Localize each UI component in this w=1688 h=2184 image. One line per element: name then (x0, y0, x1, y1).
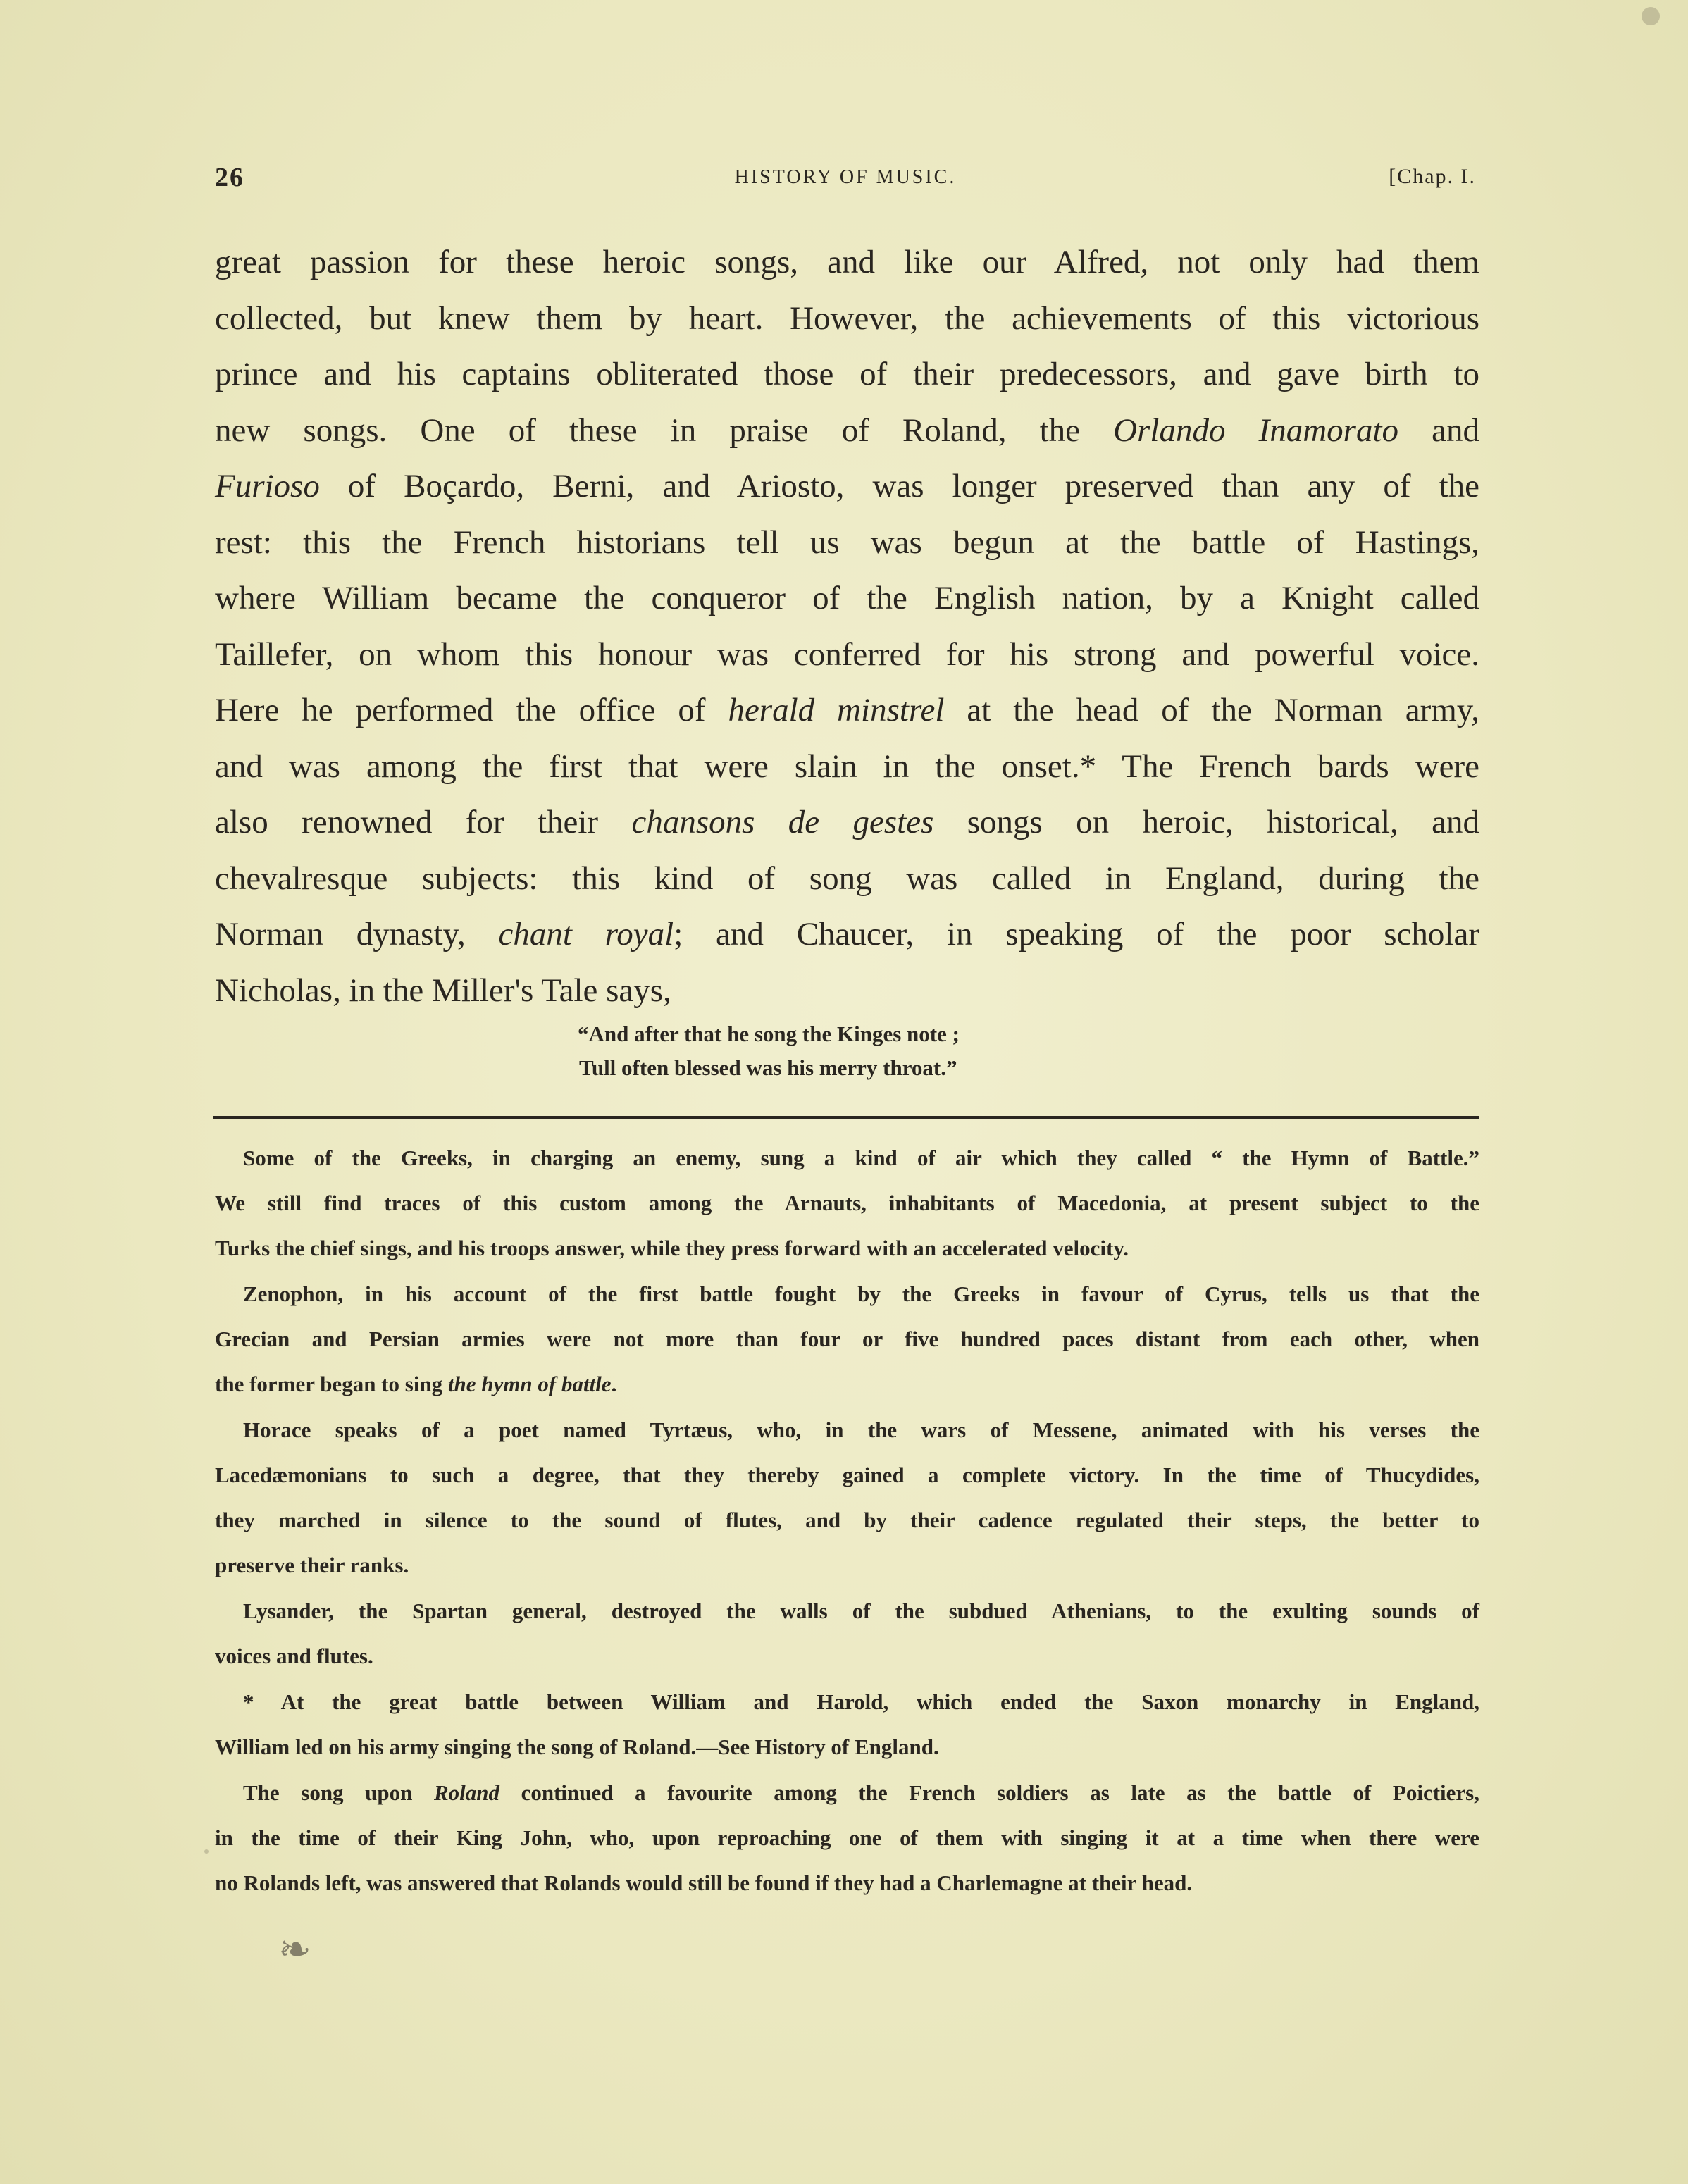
body-line: and was among the first that were slain in the onset.* The French bards were (215, 747, 1479, 785)
text-run: Norman dynasty, (215, 916, 499, 953)
italic-phrase: the hymn of battle (447, 1372, 612, 1396)
verse-quotation (578, 1017, 1141, 1085)
footnote-line: Zenophon, in his account of the first battle fought by the Greeks in favour of Cyrus, tells us that the (243, 1282, 1479, 1306)
footnote-line: Horace speaks of a poet named Tyrtæus, who, in the wars of Messene, animated with his verses the (243, 1417, 1479, 1442)
chapter-marker: [Chap. I. (1389, 165, 1476, 188)
running-title: HISTORY OF MUSIC. (734, 166, 957, 188)
body-line: Taillefer, on whom this honour was conferred for his strong and powerful voice. (215, 635, 1479, 673)
text-run: Here he performed the office of (215, 692, 728, 728)
footnote-line: Lacedæmonians to such a degree, that they thereby gained a complete victory. In the time of Thucydides, (215, 1463, 1479, 1487)
page-number: 26 (215, 163, 244, 192)
italic-phrase: chant royal (498, 916, 674, 953)
verse-line-1: “And after that he song the Kinges note ; (578, 1022, 960, 1046)
footnote-line: * At the great battle between William and Harold, which ended the Saxon monarchy in England, (243, 1689, 1479, 1714)
footnote-line (215, 1362, 1479, 1407)
footnote-line: Grecian and Persian armies were not more than four or five hundred paces distant from each other, when (215, 1327, 1479, 1351)
running-head (215, 162, 1476, 197)
body-line (215, 459, 1479, 515)
verse-line-2: Tull often blessed was his merry throat.” (579, 1055, 957, 1080)
text-run: of Boçardo, Berni, and Ariosto, was longer preserved than any of the (319, 468, 1479, 504)
footnote-line: no Rolands left, was answered that Rolands would still be found if they had a Charlemagne at their head. (215, 1870, 1193, 1895)
footnote-line: preserve their ranks. (215, 1553, 409, 1577)
text-run: ; and Chaucer, in speaking of the poor scholar (674, 916, 1479, 953)
paper-spot (204, 1849, 209, 1854)
italic-phrase: chansons de gestes (631, 804, 934, 840)
body-line: where William became the conqueror of the English nation, by a Knight called (215, 580, 1479, 616)
body-line: rest: this the French historians tell us was begun at the battle of Hastings, (215, 523, 1479, 561)
ink-blot-mark: ❧ (278, 1928, 311, 1972)
text-run: The song upon (243, 1780, 434, 1805)
footnote (215, 1408, 1479, 1588)
body-line (215, 403, 1479, 459)
footnote-line: Lysander, the Spartan general, destroyed the walls of the subdued Athenians, to the exulting sounds of (243, 1599, 1479, 1623)
text-run: the former began to sing (215, 1372, 448, 1396)
footnote-line: they marched in silence to the sound of flutes, and by their cadence regulated their steps, the better to (215, 1508, 1479, 1532)
body-line (215, 683, 1479, 739)
footnote-line: in the time of their King John, who, upon reproaching one of them with singing it at a time when there were (215, 1825, 1479, 1850)
text-run: songs on heroic, historical, and (933, 804, 1479, 840)
body-line (215, 907, 1479, 963)
footnote-line: Some of the Greeks, in charging an enemy, sung a kind of air which they called “ the Hymn of Battle.” (243, 1146, 1479, 1170)
footnote-rule (213, 1116, 1479, 1119)
text-run: . (611, 1372, 617, 1396)
footnote (215, 1589, 1479, 1679)
footnote (215, 1680, 1479, 1770)
italic-phrase: Orlando Inamorato (1113, 411, 1399, 449)
italic-phrase: Roland (433, 1780, 499, 1805)
footnotes (215, 1136, 1479, 1906)
text-run: new songs. One of these in praise of Roland, the (215, 411, 1114, 449)
footnote-line: Turks the chief sings, and his troops answer, while they press forward with an accelerated velocity. (215, 1236, 1129, 1260)
footnote (215, 1770, 1479, 1906)
footnote (215, 1272, 1479, 1407)
body-line: prince and his captains obliterated those of their predecessors, and gave birth to (215, 356, 1479, 392)
text-run: continued a favourite among the French soldiers as late as the battle of Poictiers, (499, 1780, 1479, 1805)
footnote-line (215, 1770, 1479, 1816)
body-paragraph (215, 235, 1479, 1019)
body-text (215, 235, 1479, 1019)
paper-spot (1642, 7, 1660, 25)
footnote (215, 1136, 1479, 1271)
body-line: great passion for these heroic songs, and like our Alfred, not only had them (215, 244, 1479, 280)
body-line (215, 795, 1479, 851)
footnote-line: voices and flutes. (215, 1644, 373, 1668)
text-run: also renowned for their (215, 804, 632, 840)
footnote-line: William led on his army singing the song of Roland.—See History of England. (215, 1735, 939, 1759)
text-run: and (1398, 411, 1480, 449)
body-line: chevalresque subjects: this kind of song was called in England, during the (215, 860, 1479, 897)
text-run: at the head of the Norman army, (944, 692, 1479, 728)
body-line: Nicholas, in the Miller's Tale says, (215, 972, 671, 1009)
body-line: collected, but knew them by heart. However, the achievements of this victorious (215, 299, 1479, 337)
italic-phrase: Furioso (215, 468, 320, 504)
italic-phrase: herald minstrel (728, 692, 945, 728)
footnote-line: We still find traces of this custom among the Arnauts, inhabitants of Macedonia, at present subject to the (215, 1191, 1479, 1215)
